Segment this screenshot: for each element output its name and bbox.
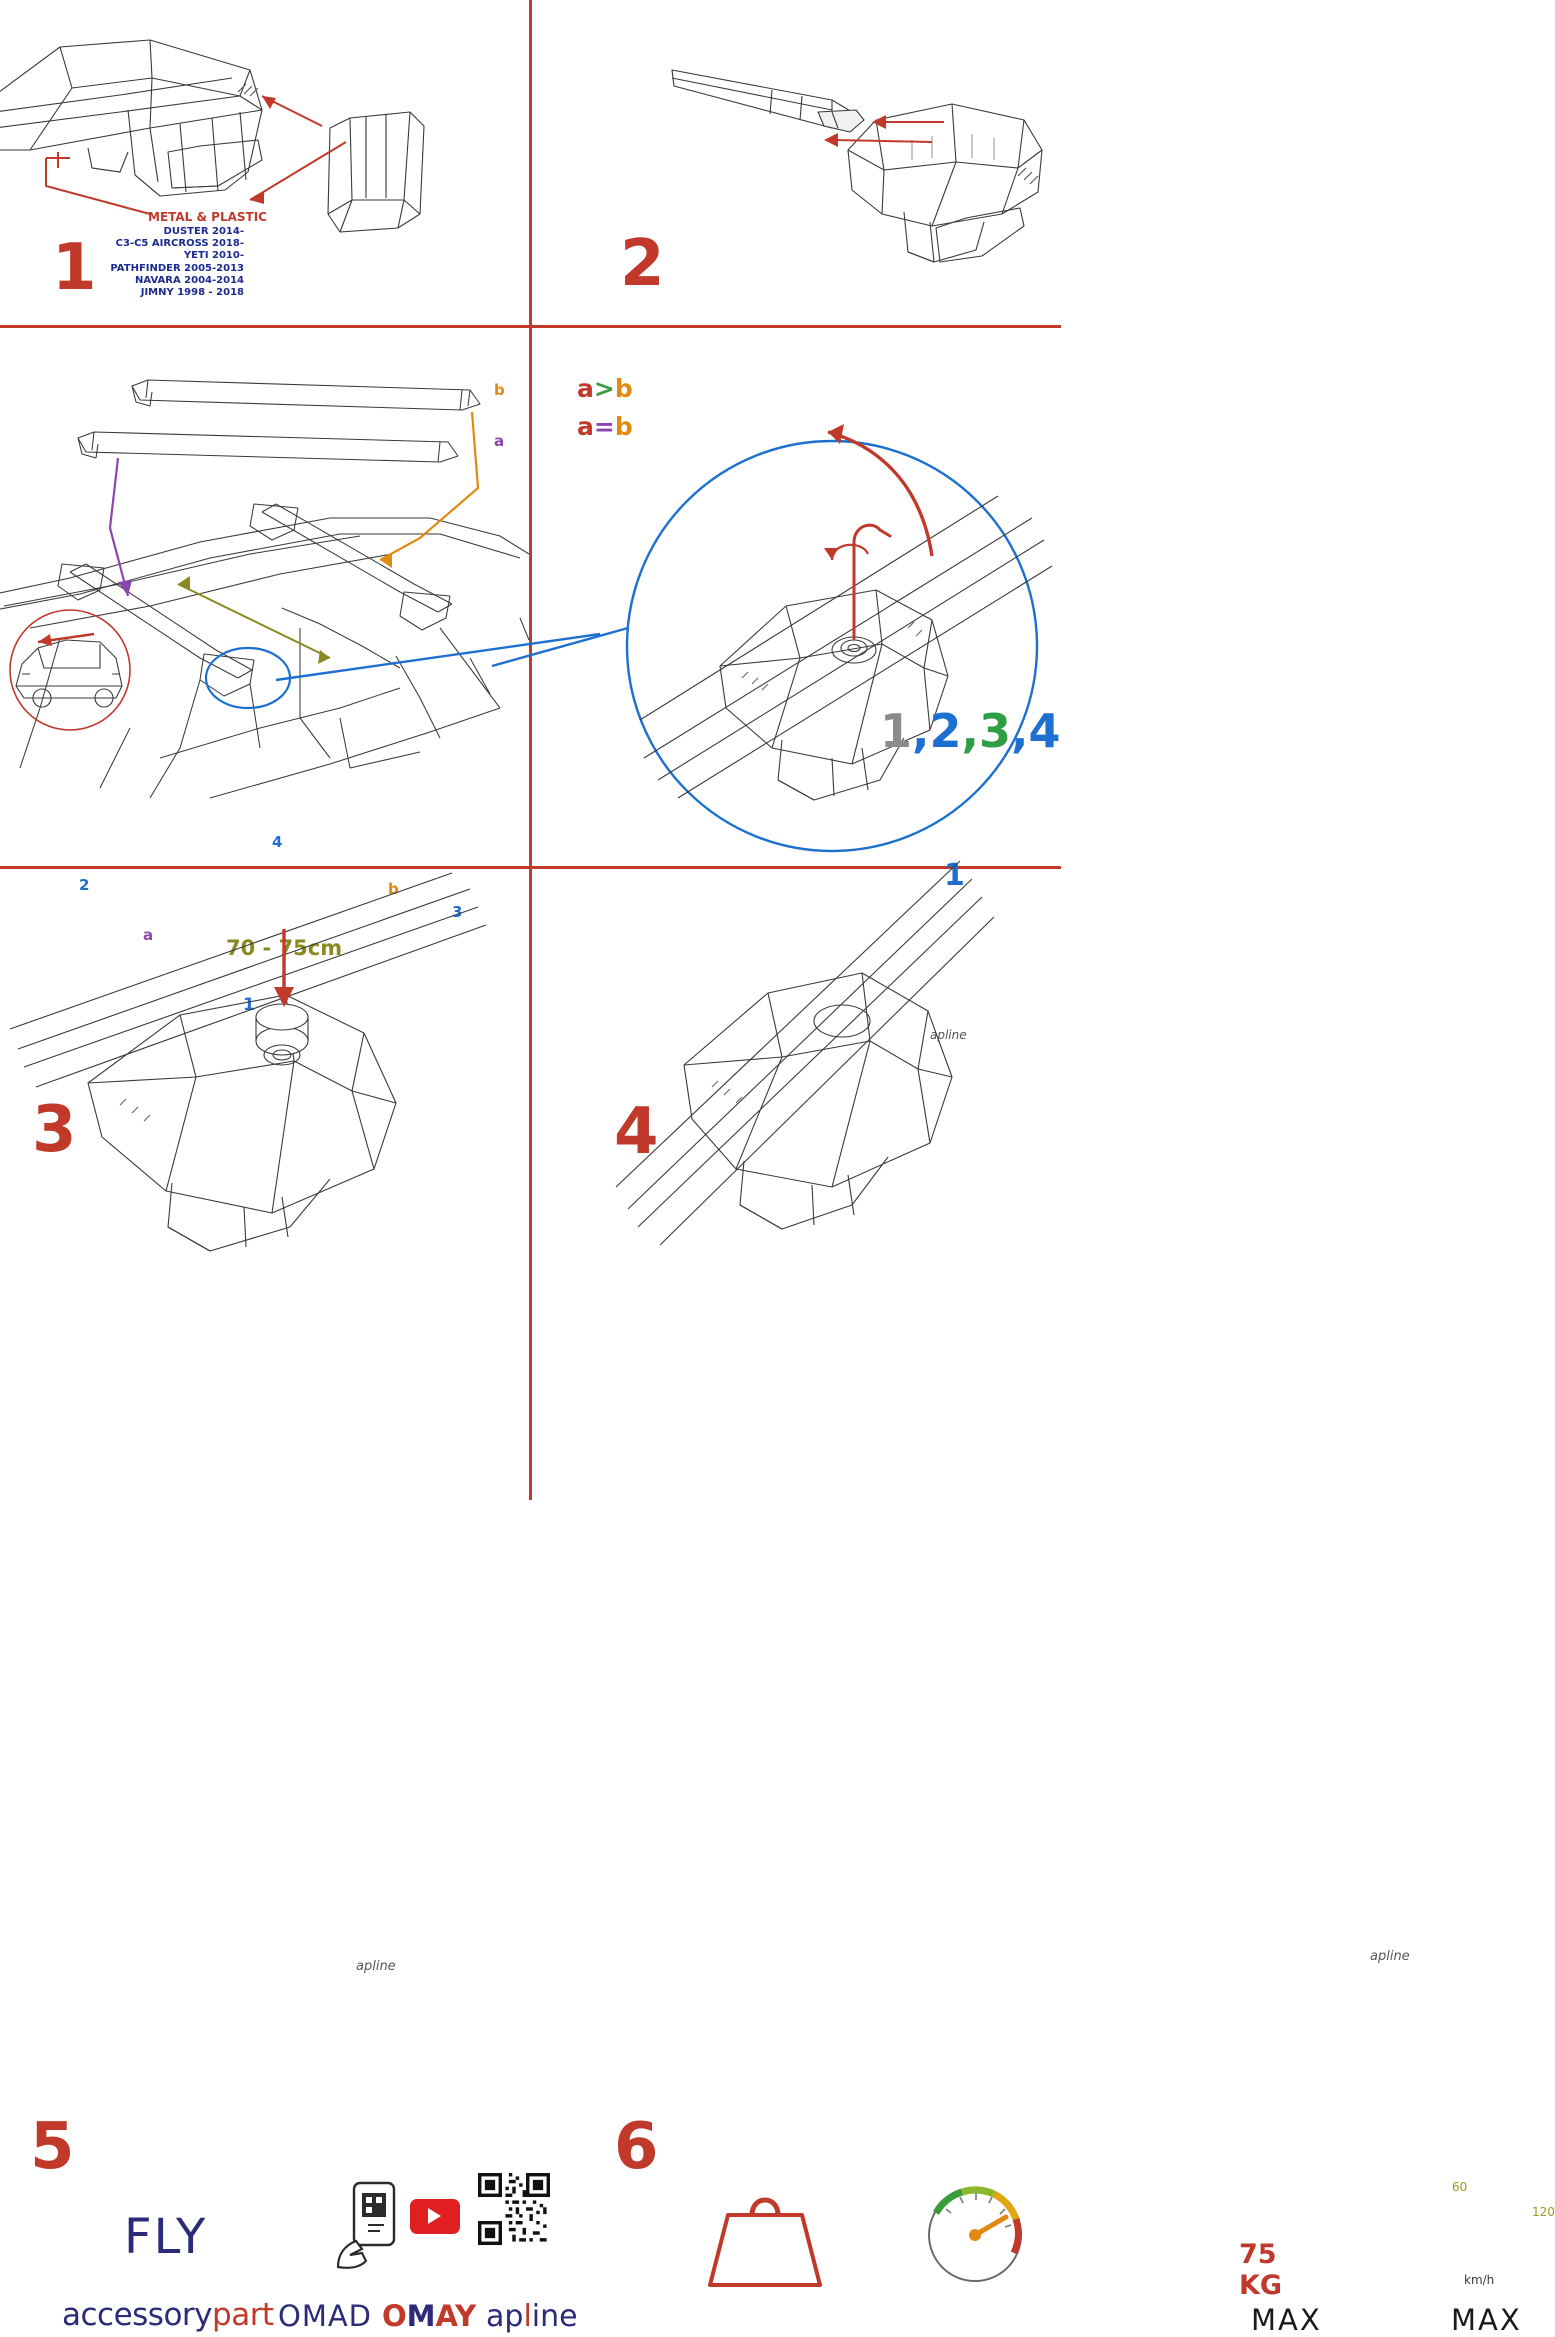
compare-b-2: b (614, 412, 633, 441)
sequence-1234 (880, 704, 1061, 758)
vehicle-item: YETI 2010- (183, 250, 244, 262)
logo-omay (382, 2299, 476, 2333)
mount-number-3: 3 (452, 903, 463, 921)
logo-accessorypart (62, 2297, 274, 2333)
compare-a-2: a (577, 412, 594, 441)
step-number-3: 3 (32, 1093, 76, 1167)
zoom-circle (627, 441, 1037, 851)
mount-number-2: 2 (79, 876, 90, 894)
omay-m: M (406, 2299, 436, 2333)
seq-1: 1 (880, 704, 913, 758)
step-number-1: 1 (52, 231, 96, 305)
weight-value: 75 KG (1239, 2239, 1283, 2301)
vehicle-item: JIMNY 1998 - 2018 (140, 286, 244, 298)
seq-sep-2: , (961, 704, 979, 758)
seq-4: 4 (1028, 704, 1061, 758)
step-5-illustration (0, 869, 529, 1500)
weight-limit-icon (700, 2181, 830, 2293)
weight-max-label: MAX (1251, 2303, 1322, 2337)
arrow-head-4 (824, 133, 838, 147)
metal-plastic-note: METAL & PLASTIC (148, 210, 267, 224)
panel-step-3 (0, 328, 529, 1167)
mount-number-1: 1 (243, 995, 255, 1015)
apline-l: l (523, 2299, 532, 2334)
vehicle-item: C3-C5 AIRCROSS 2018- (115, 238, 244, 250)
accessorypart-second: part (212, 2297, 274, 2333)
part-brand-mark: apline (930, 1028, 967, 1042)
compare-op-eq: = (593, 412, 615, 441)
youtube-button[interactable] (410, 2199, 460, 2234)
speed-gauge-icon (910, 2169, 1040, 2294)
label-bar-a: a (494, 432, 505, 450)
arrow-head-3 (872, 115, 886, 129)
compare-a: a (577, 374, 594, 403)
panel-step-1 (0, 0, 529, 325)
seq-3: 3 (979, 704, 1012, 758)
step-number-5: 5 (30, 2110, 74, 2184)
gauge-min-label: 60 (1452, 2180, 1468, 2194)
speed-unit-label: km/h (1464, 2273, 1495, 2287)
part-brand-mark-6: apline (1370, 1949, 1410, 1964)
vehicle-item: PATHFINDER 2005-2013 (110, 262, 244, 274)
distance-label: 70 - 75cm (226, 936, 343, 960)
step-6-illustration (532, 869, 1061, 1500)
vehicle-item: NAVARA 2004-2014 (135, 274, 244, 286)
accessorypart-first: accessory (62, 2297, 213, 2333)
part-brand-mark-5: apline (356, 1959, 396, 1974)
panel-step-2 (532, 0, 1061, 325)
logo-omad: OMAD (278, 2299, 373, 2333)
step-4-illustration (532, 328, 1061, 866)
step-number-6: 6 (614, 2110, 658, 2184)
panel-step-4 (532, 328, 1061, 1169)
label-roof-a: a (143, 926, 154, 944)
step4-callout-1: 1 (944, 858, 965, 893)
fly-brand: FLY (124, 2209, 208, 2265)
step-number-2: 2 (620, 227, 664, 301)
qr-code[interactable] (478, 2173, 550, 2245)
seq-2: 2 (929, 704, 962, 758)
omay-o: O (382, 2299, 407, 2333)
gauge-max-label: 120 (1532, 2205, 1555, 2219)
seq-sep-3: , (1011, 704, 1029, 758)
omay-ay: AY (435, 2299, 477, 2333)
apline-ap: ap (486, 2299, 524, 2334)
compare-b: b (614, 374, 633, 403)
panel-step-5 (0, 869, 578, 2334)
step-number-4: 4 (614, 1095, 658, 1169)
mount-number-4: 4 (272, 833, 283, 851)
speed-max-label: MAX (1451, 2303, 1522, 2337)
label-roof-b: b (388, 880, 399, 898)
label-bar-b: b (494, 381, 505, 399)
compare-op-gt: > (593, 374, 615, 403)
step-3-illustration (0, 328, 529, 866)
panel-step-6 (532, 869, 1555, 2337)
step-2-illustration (532, 0, 1061, 325)
scan-phone-icon (332, 2179, 404, 2271)
apline-ine: ine (531, 2299, 578, 2334)
vehicle-item: DUSTER 2014- (163, 226, 244, 237)
seq-sep-1: , (912, 704, 930, 758)
logo-apline (486, 2299, 578, 2334)
